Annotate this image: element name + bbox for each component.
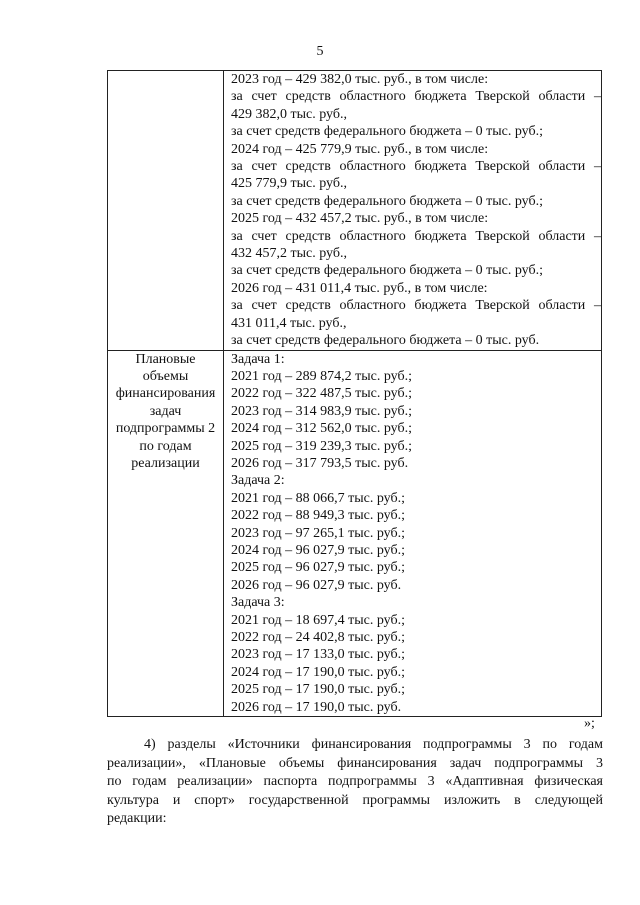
label-line: Плановые xyxy=(135,351,196,367)
table-row xyxy=(108,71,602,351)
table-line: 2024 год – 17 190,0 тыс. руб.; xyxy=(231,664,405,680)
paragraph-line: культура и спорт» государственной программы изложить в следующей xyxy=(107,792,603,808)
table-line: 2026 год – 431 011,4 тыс. руб., в том числе: xyxy=(231,280,488,296)
row1-value-cell xyxy=(224,71,602,351)
table-line: 2021 год – 88 066,7 тыс. руб.; xyxy=(231,490,405,506)
table-line: 2023 год – 17 133,0 тыс. руб.; xyxy=(231,647,405,663)
paragraph-line: по годам реализации» паспорта подпрограммы 3 «Адаптивная физическая xyxy=(107,774,603,789)
label-line: по годам xyxy=(139,438,192,454)
table-line: 2021 год – 18 697,4 тыс. руб.; xyxy=(231,612,405,628)
label-line: подпрограммы 2 xyxy=(115,421,216,437)
financing-table xyxy=(107,70,602,717)
table-line: 2022 год – 24 402,8 тыс. руб.; xyxy=(231,630,405,645)
table-line: за счет средств областного бюджета Тверской области – xyxy=(231,228,601,244)
table-line: за счет средств областного бюджета Тверской области – xyxy=(231,298,601,314)
table-line: 2022 год – 88 949,3 тыс. руб.; xyxy=(231,508,405,524)
page-number: 5 xyxy=(316,44,324,59)
table-line: 429 382,0 тыс. руб., xyxy=(231,106,347,122)
table-line: за счет средств федерального бюджета – 0 тыс. руб.; xyxy=(231,193,543,209)
table-line: 2026 год – 96 027,9 тыс. руб. xyxy=(231,577,402,593)
table-line: 2024 год – 425 779,9 тыс. руб., в том числе: xyxy=(231,141,489,157)
table-line: 2026 год – 17 190,0 тыс. руб. xyxy=(231,699,402,715)
table-line: за счет средств областного бюджета Тверской области – xyxy=(231,159,601,175)
table-line: 2023 год – 314 983,9 тыс. руб.; xyxy=(231,403,412,419)
label-line: реализации xyxy=(131,455,200,471)
table-line: 2022 год – 322 487,5 тыс. руб.; xyxy=(231,386,412,402)
paragraph-line: реализации», «Плановые объемы финансирования задач подпрограммы 3 xyxy=(107,755,603,771)
table-line: 2025 год – 319 239,3 тыс. руб.; xyxy=(231,438,412,454)
row2-label-cell xyxy=(108,350,224,717)
table-line: 2024 год – 96 027,9 тыс. руб.; xyxy=(231,542,405,558)
table-line: 2026 год – 317 793,5 тыс. руб. xyxy=(231,455,409,471)
table-line: за счет средств областного бюджета Тверской области – xyxy=(231,89,601,105)
table-line: Задача 2: xyxy=(231,473,285,489)
table-line: за счет средств федерального бюджета – 0 тыс. руб.; xyxy=(231,124,543,140)
table-line: 2023 год – 97 265,1 тыс. руб.; xyxy=(231,525,405,541)
table-line: 431 011,4 тыс. руб., xyxy=(231,315,347,331)
table-row xyxy=(108,350,602,717)
paragraph-line: редакции: xyxy=(107,811,167,826)
table-line: Задача 3: xyxy=(231,595,285,611)
table-line: 2023 год – 429 382,0 тыс. руб., в том числе: xyxy=(231,72,489,87)
table-line: 2025 год – 96 027,9 тыс. руб.; xyxy=(231,560,405,576)
table-line: 432 457,2 тыс. руб., xyxy=(231,246,347,262)
label-line: задач xyxy=(149,403,182,419)
amendment-paragraph xyxy=(107,736,603,829)
closing-quote: »; xyxy=(584,716,595,731)
table-line: за счет средств федерального бюджета – 0 тыс. руб.; xyxy=(231,263,543,279)
table-line: 2025 год – 17 190,0 тыс. руб.; xyxy=(231,682,405,698)
table-line: за счет средств федерального бюджета – 0 тыс. руб. xyxy=(231,333,540,349)
table-line: Задача 1: xyxy=(231,351,285,367)
paragraph-line: 4) разделы «Источники финансирования подпрограммы 3 по годам xyxy=(144,737,603,752)
label-line: объемы xyxy=(142,368,189,384)
label-line: финансирования xyxy=(115,386,216,402)
table-line: 2021 год – 289 874,2 тыс. руб.; xyxy=(231,368,412,384)
row1-label-cell xyxy=(108,71,224,351)
table-line: 425 779,9 тыс. руб., xyxy=(231,176,347,192)
table-line: 2025 год – 432 457,2 тыс. руб., в том числе: xyxy=(231,211,489,227)
table-line: 2024 год – 312 562,0 тыс. руб.; xyxy=(231,421,412,437)
row2-value-cell xyxy=(224,350,602,717)
